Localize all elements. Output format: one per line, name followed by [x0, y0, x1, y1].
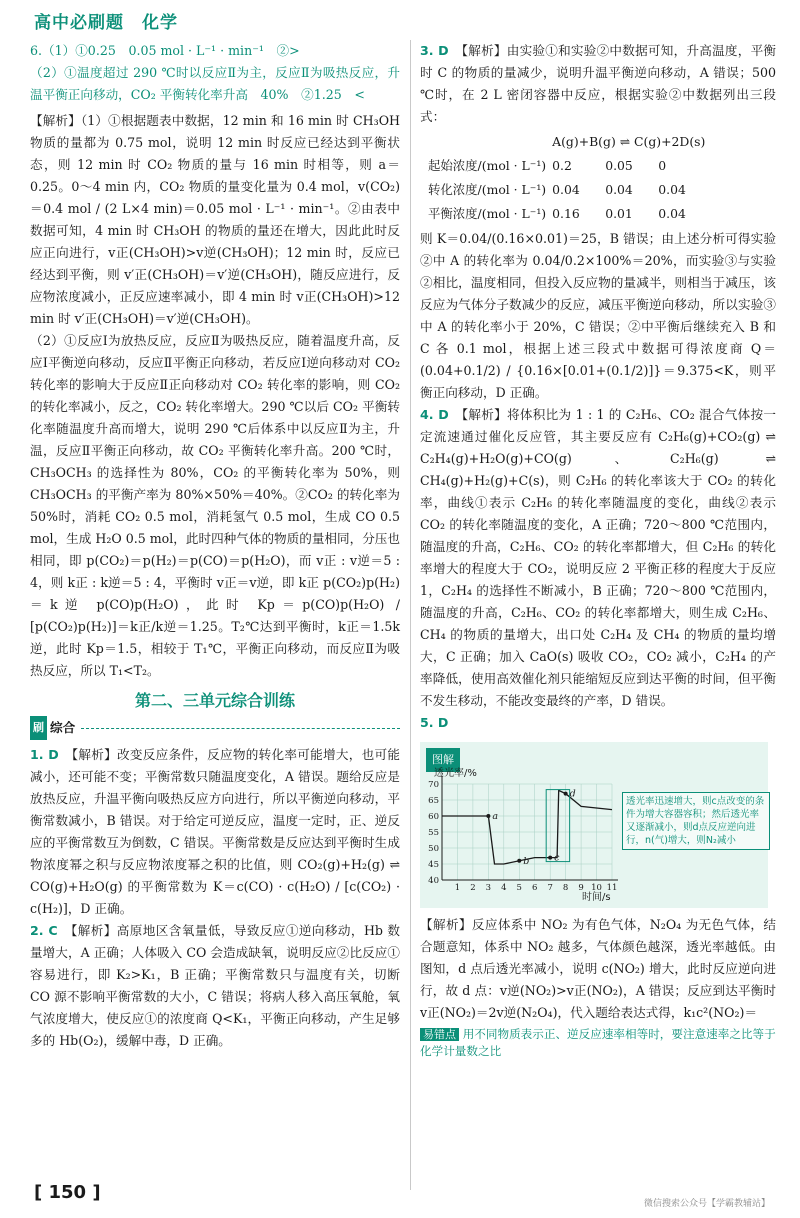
ice-cell: 0.04: [552, 182, 580, 197]
q1-number: 1. D: [30, 747, 59, 762]
point-d: [564, 792, 568, 796]
tag-text: 综合: [50, 720, 76, 735]
page-footer: 微信搜索公众号【学霸教辅站】: [643, 1199, 770, 1209]
chart-xlabel: 时间/s: [582, 892, 611, 903]
y-tick-label: 65: [428, 796, 439, 806]
point-label-c: c: [554, 852, 560, 864]
right-column: [420, 40, 776, 1059]
column-divider: [410, 40, 411, 1190]
x-tick-label: 3: [485, 883, 492, 893]
tip-text: 用不同物质表示正、逆反应速率相等时，要注意速率之比等于化学计量数之比: [420, 1027, 776, 1058]
q2: [30, 920, 400, 1052]
q6-analysis-1: 【解析】（1）①根据题表中数据，12 min 和 16 min 时 CH₃OH 物质的量都为 0.75 mol，说明 12 min 时反应已经达到平衡状态，则 12 min 时 CO₂ 物质的量与 16 min 时相等，则 a＝0.25。0～4 min 内，CO₂ 物质的量变化量为 0.4 mol，v(CO₂)＝0.4 mol / (2 L×4 min)＝0.05 mol · L⁻¹ · min⁻¹。②由表中数据可知，4 min 时 CH₃OH 的物质的量还在增大，因此此时反应正向进行，v正(CH₃OH)>v逆(CH₃OH)；12 min 时，反应已经达到平衡，则 v′正(CH₃OH)＝v′逆(CH₃OH)，随反应进行，反应物浓度减小，正反应速率减小，即 4 min 时 v正(CH₃OH)>12 min 时 v′正(CH₃OH)＝v′逆(CH₃OH)。: [30, 113, 400, 326]
x-tick-label: 10: [591, 883, 602, 893]
tag-badge: 刷: [30, 716, 47, 740]
ice-row: [428, 178, 711, 202]
q4: [420, 404, 776, 712]
point-c: [548, 856, 552, 860]
ice-cell: 0.05: [605, 158, 633, 173]
q3-number: 3. D: [420, 43, 449, 58]
ice-cell: 0: [658, 158, 667, 173]
ice-row: [428, 202, 711, 226]
q4-number: 4. D: [420, 407, 449, 422]
ice-table: [428, 130, 711, 226]
q3a: [420, 40, 776, 128]
q5-number-line: [420, 712, 776, 734]
x-tick-label: 5: [516, 883, 522, 893]
q4-text: 【解析】将体积比为 1 : 1 的 C₂H₆、CO₂ 混合气体按一定流速通过催化反应管，其主要反应有 C₂H₆(g)+CO₂(g) ⇌ C₂H₄(g)+H₂O(g)+CO(g)、C₂H₆(g) ⇌ CH₄(g)+H₂(g)+C(s)，则 C₂H₆ 的转化率该大于 CO₂ 的转化率，曲线①表示 C₂H₆ 的转化率随温度的变化，曲线②表示 CO₂ 的转化率随温度的变化，A 正确；720～800 ℃范围内，随温度的升高，C₂H₆、CO₂ 的转化率都增大，但 C₂H₆ 的转化率增大的程度大于 CO₂，说明反应 2 平衡正移的程度大于反应 1，C₂H₄ 的选择性不断减小，B 正确；720～800 ℃范围内，随温度的升高，C₂H₆、CO₂ 的转化率都增大，则生成 C₂H₆、CH₄ 的物质的量增大，出口处 C₂H₄ 及 CH₄ 的物质的量均增大，C 正确；加入 CaO(s) 吸收 CO₂，CO₂ 减小，C₂H₄ 的产率降低，使用高效催化剂只能缩短反应到达平衡的时间，但平衡不发生移动，不能改变最终的产率，D 错误。: [420, 407, 777, 708]
point-a: [486, 814, 490, 818]
ice-cell: 0.01: [605, 206, 633, 221]
page-number: [ 150 ]: [34, 1182, 101, 1203]
x-tick-label: 11: [606, 883, 618, 893]
y-tick-label: 40: [428, 876, 439, 886]
y-tick-label: 45: [428, 860, 439, 870]
point-label-b: b: [523, 855, 530, 867]
q6-answer-2: （2）①温度超过 290 ℃时以反应Ⅱ为主，反应Ⅱ为吸热反应，升温平衡正向移动，CO₂ 平衡转化率升高 40% ②1.25 <: [30, 65, 400, 102]
point-label-a: a: [492, 811, 499, 822]
series-line: [442, 790, 612, 864]
chart-note: 透光率迅速增大，则c点改变的条件为增大容器容积；然后透光率又逐渐减小，则d点反应逆向进行，n(气)增大，则N₂减小: [622, 792, 770, 850]
ice-row-label: 起始浓度/(mol · L⁻¹): [428, 158, 547, 173]
q3-text-a: 【解析】由实验①和实验②中数据可知，升高温度，平衡时 C 的物质的量减少，说明升温平衡逆向移动，A 错误；500 ℃时，在 2 L 密闭容器中反应，根据实验②中数据列出三段式：: [420, 43, 776, 124]
x-tick-label: 8: [562, 883, 569, 893]
chart-ylabel: 透光率/%: [434, 768, 477, 779]
chart-ticks: [428, 780, 617, 893]
ice-cell: 0.2: [552, 158, 572, 173]
ice-cell: 0.04: [658, 206, 686, 221]
left-column: [30, 40, 400, 1052]
q1-text: 【解析】改变反应条件，反应物的转化率可能增大，也可能减小，还可能不变；平衡常数只随温度变化，A 错误。题给反应是放热反应，升温平衡向吸热反应方向进行，所以平衡逆向移动，平衡常数减小，B 错误。对于给定可逆反应，温度一定时，正、逆反应的平衡常数互为倒数，C 错误。平衡常数是反应达到平衡时生成物浓度幂之积与反应物浓度幂之积的比值，则 CO₂(g)+H₂(g) ⇌ CO(g)+H₂O(g) 的平衡常数为 K＝c(CO) · c(H₂O) / [c(CO₂) · c(H₂)]，D 正确。: [30, 747, 400, 916]
section-title: 第二、三单元综合训练: [134, 691, 295, 710]
q5-number: 5. D: [420, 715, 449, 730]
ice-equation: A(g)+B(g) ⇌ C(g)+2D(s): [552, 134, 706, 149]
q6-answer-1: 6.（1）①0.25 0.05 mol · L⁻¹ · min⁻¹ ②>: [30, 43, 300, 58]
x-tick-label: 7: [547, 883, 553, 893]
page-number-value: 150: [48, 1182, 87, 1203]
q3-text-b: 则 K＝0.04/(0.16×0.01)＝25，B 错误；由上述分析可得实验②中 A 的转化率为 0.04/0.2×100%＝20%，而实验③与实验②相比，温度相同，但投入反应物的量减半，则相当于减压，该反应为气体分子数减少的反应，减压平衡逆向移动，所以实验③中 A 的转化率小于 20%，C 错误；②中平衡后继续充入 B 和 C 各 0.1 mol，根据上述三段式中数据可得浓度商 Q＝(0.04+0.1/2) / {0.16×[0.01+(0.1/2)]}＝9.375<K，则平衡正向移动，D 正确。: [420, 231, 776, 400]
ice-row-label: 平衡浓度/(mol · L⁻¹): [428, 206, 547, 221]
ice-equation-row: [428, 130, 711, 154]
y-tick-label: 60: [428, 812, 439, 822]
q2-text: 【解析】高原地区含氧量低，导致反应①逆向移动，Hb 数量增大，A 正确；人体吸入 CO 会造成缺氧，说明反应②比反应①容易进行，即 K₂>K₁，B 正确；平衡常数只与温度有关，切断 CO 源不影响平衡常数的大小，C 错误；将病人移入高压氧舱，氧气浓度增大，使反应①的浓度商 Q<K₁，平衡正向移动，产生足够多的 Hb(O₂)，缓解中毒，D 正确。: [30, 923, 401, 1048]
y-tick-label: 50: [428, 844, 439, 854]
q5-text: 【解析】反应体系中 NO₂ 为有色气体，N₂O₄ 为无色气体，结合题意知，体系中 NO₂ 越多，气体颜色越深，透光率越低。由图知，d 点后透光率减小，说明 c(NO₂) 增大，此时反应逆向进行，故 d 点：v逆(NO₂)>v正(NO₂)，A 错误；反应到达平衡时 v正(NO₂)＝2v逆(N₂O₄)，代入题给表达式得，k₁c²(NO₂)＝: [420, 917, 776, 1020]
tip-badge: 易错点: [420, 1028, 459, 1041]
ice-row: [428, 154, 711, 178]
tip-box: [420, 1026, 776, 1059]
x-tick-label: 6: [532, 883, 538, 893]
tujie-label: 图解: [426, 748, 460, 772]
x-tick-label: 9: [578, 883, 584, 893]
chart-axes: [442, 776, 618, 880]
x-tick-label: 2: [470, 883, 476, 893]
page-header-title: 高中必刷题 化学: [34, 13, 178, 33]
x-tick-label: 4: [501, 883, 507, 893]
tag-rule: [81, 728, 400, 729]
chart-points: [486, 789, 575, 867]
ice-row-label: 转化浓度/(mol · L⁻¹): [428, 182, 547, 197]
q1: [30, 744, 400, 920]
ice-cell: 0.16: [552, 206, 580, 221]
y-tick-label: 55: [428, 828, 439, 838]
chart-panel: [420, 742, 768, 908]
q2-number: 2. C: [30, 923, 58, 938]
section-tag: [30, 716, 400, 740]
point-label-d: d: [569, 788, 576, 800]
ice-cell: 0.04: [605, 182, 633, 197]
chart-lines: [442, 790, 612, 864]
point-b: [517, 859, 521, 863]
x-tick-label: 1: [454, 883, 461, 893]
ice-cell: 0.04: [658, 182, 686, 197]
q6-analysis-2: （2）①反应Ⅰ为放热反应，反应Ⅱ为吸热反应，随着温度升高，反应Ⅰ平衡逆向移动，反应Ⅱ平衡正向移动，若反应Ⅰ逆向移动对 CO₂ 转化率的影响大于反应Ⅱ正向移动对 CO₂ 转化率的影响，则 CO₂ 的转化率减小，反之，CO₂ 转化率增大。290 ℃以后 CO₂ 平衡转化率随温度升高而增大，说明 290 ℃后体系中以反应Ⅱ为主，升温，反应Ⅱ平衡正向移动，故 CO₂ 平衡转化率升高。200 ℃时，CH₃OCH₃ 的选择性为 80%，CO₂ 的平衡转化率为 50%，则 CH₃OCH₃ 的平衡产率为 80%×50%＝40%。②CO₂ 的转化率为 50%时，消耗 CO₂ 0.5 mol，消耗氢气 0.5 mol，生成 CO 0.5 mol，生成 H₂O 0.5 mol，此时四种气体的物质的量相同，分压也相同，即 p(CO₂)＝p(H₂)＝p(CO)＝p(H₂O)，而 v正 : v逆＝5 : 4，则 k正 : k逆＝5 : 4，平衡时 v正＝v逆，即 k正 p(CO₂)p(H₂)＝k逆 p(CO)p(H₂O)，此时 Kp＝p(CO)p(H₂O) / [p(CO₂)p(H₂)]＝k正/k逆＝1.25。T₂℃达到平衡时，k正＝1.5k逆，此时 Kp＝1.5，相较于 T₁℃，平衡正向移动，而反应Ⅱ为吸热反应，所以 T₁<T₂。: [30, 333, 400, 678]
y-tick-label: 70: [428, 780, 439, 790]
